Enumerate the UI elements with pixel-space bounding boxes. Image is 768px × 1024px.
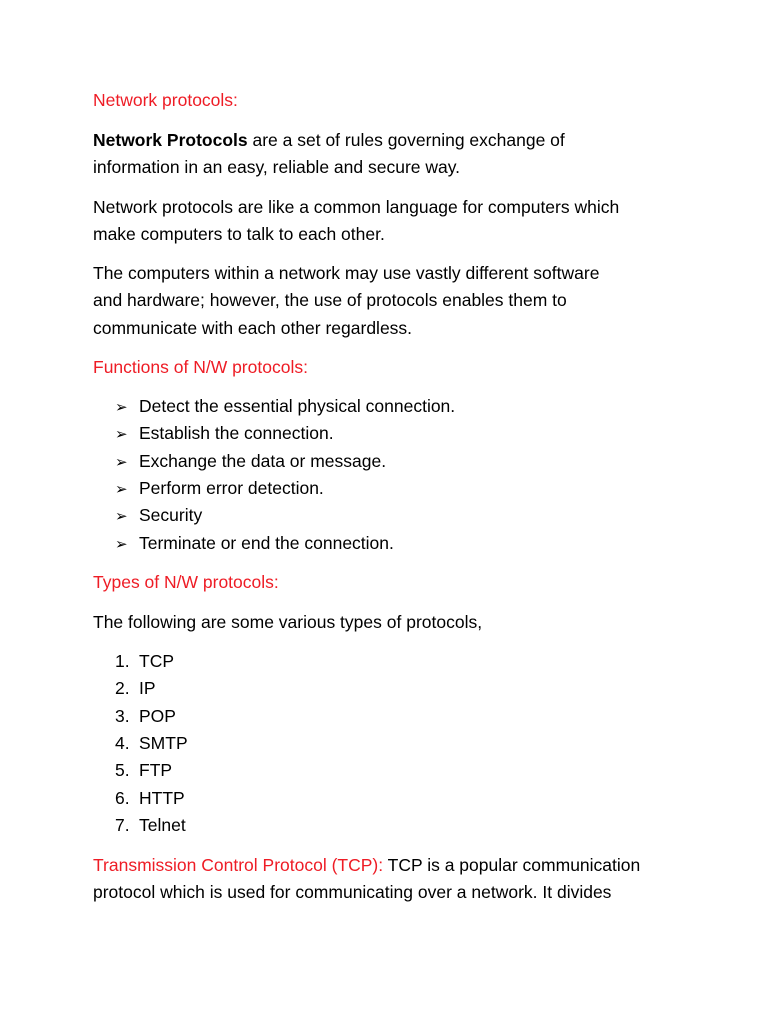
list-item: 3. POP <box>115 706 176 726</box>
list-item: 2. IP <box>115 678 156 698</box>
para1-line1-rest: are a set of rules governing exchange of <box>247 130 565 150</box>
arrow-bullet-icon: ➢ <box>115 399 128 416</box>
arrow-bullet-icon: ➢ <box>115 426 128 443</box>
types-intro: The following are some various types of protocols, <box>93 612 483 632</box>
para2-line1: Network protocols are like a common language for computers which <box>93 197 620 217</box>
tcp-line1 <box>93 853 640 877</box>
heading-network-protocols: Network protocols: <box>93 90 238 110</box>
list-item: 5. FTP <box>115 760 173 780</box>
list-item: 7. Telnet <box>115 815 186 835</box>
list-item: ➢ Detect the essential physical connection. <box>115 394 455 420</box>
tcp-heading: Transmission Control Protocol (TCP): <box>93 855 384 875</box>
arrow-bullet-icon: ➢ <box>115 481 128 498</box>
para3-line2: and hardware; however, the use of protocols enables them to <box>93 290 567 310</box>
para2-line2: make computers to talk to each other. <box>93 224 385 244</box>
tcp-line1-rest: TCP is a popular communication <box>383 855 641 875</box>
para1-line2: information in an easy, reliable and secure way. <box>93 157 461 177</box>
list-item: ➢ Exchange the data or message. <box>115 449 386 475</box>
arrow-bullet-icon: ➢ <box>115 536 128 553</box>
list-item: 6. HTTP <box>115 788 185 808</box>
para1-line1 <box>93 128 565 152</box>
tcp-line2: protocol which is used for communicating over a network. It divides <box>93 882 612 902</box>
list-item: ➢ Security <box>115 503 202 529</box>
list-item: 4. SMTP <box>115 733 188 753</box>
list-item: ➢ Establish the connection. <box>115 421 334 447</box>
list-item: 1. TCP <box>115 651 174 671</box>
list-item: ➢ Terminate or end the connection. <box>115 531 394 557</box>
para3-line1: The computers within a network may use vastly different software <box>93 263 600 283</box>
arrow-bullet-icon: ➢ <box>115 454 128 471</box>
para1-bold-term: Network Protocols <box>93 130 248 150</box>
heading-types: Types of N/W protocols: <box>93 572 279 592</box>
heading-functions: Functions of N/W protocols: <box>93 357 308 377</box>
list-item: ➢ Perform error detection. <box>115 476 324 502</box>
arrow-bullet-icon: ➢ <box>115 508 128 525</box>
para3-line3: communicate with each other regardless. <box>93 318 413 338</box>
